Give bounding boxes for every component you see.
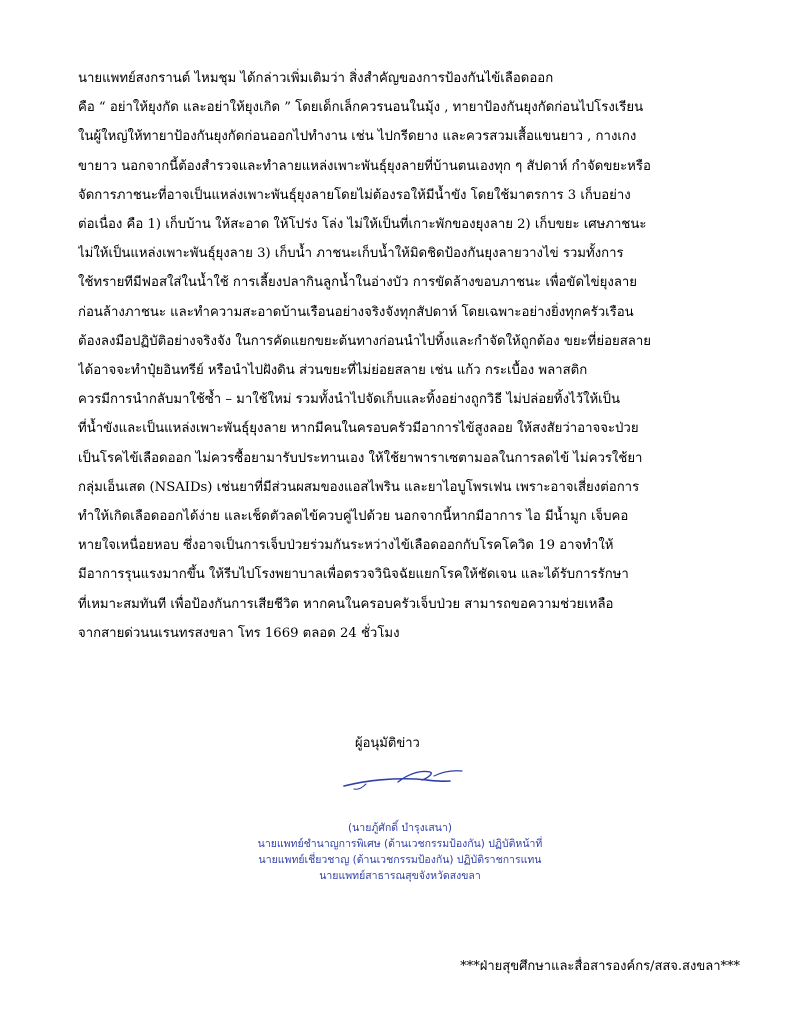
body-line: จัดการภาชนะที่อาจเป็นแหล่งเพาะพันธุ์ยุงลายโดยไม่ต้องรอให้มีน้ำขัง โดยใช้มาตรการ 3 เก็บอย่าง [78,187,631,203]
signatory-block [250,820,550,884]
signatory-position-2: นายแพทย์เชี่ยวชาญ (ด้านเวชกรรมป้องกัน) ปฏิบัติราชการแทน [258,854,542,866]
body-line: คือ “ อย่าให้ยุงกัด และอย่าให้ยุงเกิด ” โดยเด็กเล็กควรนอนในมุ้ง , ทายาป้องกันยุงกัดก่อนไปโรงเรียน [78,100,644,116]
body-line: ที่เหมาะสมทันที เพื่อป้องกันการเสียชีวิต หากคนในครอบครัวเจ็บป่วย สามารถขอความช่วยเหลือ [78,596,614,612]
body-line: จากสายด่วนนเรนทรสงขลา โทร 1669 ตลอด 24 ชั่วโมง [78,625,400,641]
body-line: ต่อเนื่อง คือ 1) เก็บบ้าน ให้สะอาด ให้โปร่ง โล่ง ไม่ให้เป็นที่เกาะพักของยุงลาย 2) เก็บขยะ เศษภาชนะ [78,217,647,233]
body-line: ต้องลงมือปฏิบัติอย่างจริงจัง ในการคัดแยกขยะต้นทางก่อนนำไปทิ้งและกำจัดให้ถูกต้อง ขยะที่ย่อยสลาย [78,333,651,349]
body-line: หายใจเหนื่อยหอบ ซึ่งอาจเป็นการเจ็บป่วยร่วมกันระหว่างไข้เลือดออกกับโรคโควิด 19 อาจทำให้ [78,538,614,554]
body-line: นายแพทย์สงกรานต์ ไหมชุม ได้กล่าวเพิ่มเติมว่า สิ่งสำคัญของการป้องกันไข้เลือดออก [78,71,554,86]
body-line: กลุ่มเอ็นเสด (NSAIDs) เช่นยาที่มีส่วนผสมของแอสไพริน และยาไอบูโพรเฟน เพราะอาจเสี่ยงต่อการ [78,479,640,495]
body-line: ขายาว นอกจากนี้ต้องสำรวจและทำลายแหล่งเพาะพันธุ์ยุงลายที่บ้านตนเองทุก ๆ สัปดาห์ กำจัดขยะหรือ [78,158,651,174]
approver-label: ผู้อนุมัติข่าว [355,736,420,751]
news-body-text [78,64,740,648]
body-line: ใช้ทรายทีมีฟอสใส่ในน้ำใช้ การเลี้ยงปลากินลูกน้ำในอ่างบัว การขัดล้างขอบภาชนะ เพื่อขัดไข่ยุงลาย [78,275,638,291]
body-line: ในผู้ใหญ่ให้ทายาป้องกันยุงกัดก่อนออกไปทำงาน เช่น ไปกรีดยาง และควรสวมเสื้อแขนยาว , กางเกง [78,129,637,145]
department-footer: ***ฝ่ายสุขศึกษาและสื่อสารองค์กร/สสจ.สงขลา*** [460,959,740,974]
body-line: ทำให้เกิดเลือดออกได้ง่าย และเช็ดตัวลดไข้ควบคู่ไปด้วย นอกจากนี้หากมีอาการ ไอ มีน้ำมูก เจ็บคอ [78,509,629,525]
signatory-position-3: นายแพทย์สาธารณสุขจังหวัดสงขลา [319,870,481,882]
body-line: ก่อนล้างภาชนะ และทำความสะอาดบ้านเรือนอย่างจริงจังทุกสัปดาห์ โดยเฉพาะอย่างยิ่งทุกครัวเรือน [78,304,634,320]
body-line: ควรมีการนำกลับมาใช้ซ้ำ – มาใช้ใหม่ รวมทั้งนำไปจัดเก็บและทิ้งอย่างถูกวิธี ไม่ปล่อยทิ้งไว้ให้เป็น [78,392,621,408]
signatory-name: (นายภู้ศักดิ์ บำรุงเสนา) [348,822,452,834]
body-line: ไม่ให้เป็นแหล่งเพาะพันธุ์ยุงลาย 3) เก็บน้ำ ภาชนะเก็บน้ำให้มิดชิดป้องกันยุงลายวางไข่ รวมทั้งการ [78,246,624,262]
body-line: เป็นโรคไข้เลือดออก ไม่ควรซื้อยามารับประทานเอง ให้ใช้ยาพาราเซตามอลในการลดไข้ ไม่ควรใช้ยา [78,450,643,466]
signatory-position-1: นายแพทย์ชำนาญการพิเศษ (ด้านเวชกรรมป้องกัน) ปฏิบัติหน้าที่ [257,838,543,850]
body-line: มีอาการรุนแรงมากขึ้น ให้รีบไปโรงพยาบาลเพื่อตรวจวินิจฉัยแยกโรคให้ชัดเจน และได้รับการรักษา [78,567,629,583]
body-line: ได้อาจจะทำปุ๋ยอินทรีย์ หรือนำไปฝังดิน ส่วนขยะที่ไม่ย่อยสลาย เช่น แก้ว กระเบื้อง พลาสติก [78,363,588,379]
body-line: ที่น้ำขังและเป็นแหล่งเพาะพันธุ์ยุงลาย หากมีคนในครอบครัวมีอาการไข้สูงลอย ให้สงสัยว่าอาจจะป่วย [78,421,639,437]
handwritten-signature [338,762,468,796]
